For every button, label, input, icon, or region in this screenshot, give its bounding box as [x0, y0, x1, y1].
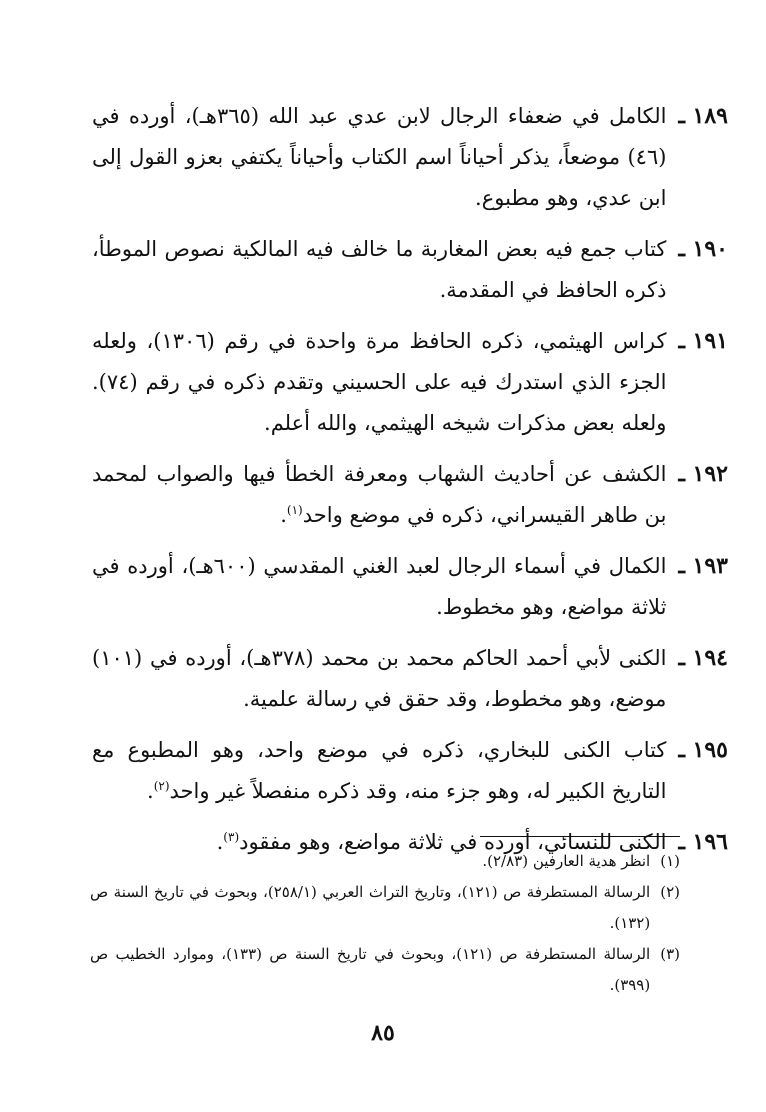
list-item: [92, 454, 728, 536]
entry-text: الكامل في ضعفاء الرجال لابن عدي عبد الله (٣٦٥هـ)، أورده في (٤٦) موضعاً، يذكر أحياناً اسم الكتاب وأحياناً يكتفي بعزو القول إلى ابن عدي، وهو مطبوع.: [92, 104, 667, 210]
entry-number: ١٩٣ ـ: [678, 553, 728, 579]
footnote: [90, 846, 680, 877]
footnote: [90, 939, 680, 1001]
entry-number: ١٩٢ ـ: [678, 461, 728, 487]
footnote-divider: [480, 836, 680, 837]
entry-text: الكشف عن أحاديث الشهاب ومعرفة الخطأ فيها والصواب لمحمد بن طاهر القيسراني، ذكره في موضع واحد: [92, 462, 667, 527]
footnote-text: الرسالة المستطرفة ص (١٢١)، وتاريخ التراث العربي (٢٥٨/١)، وبحوث في تاريخ السنة ص (١٣٢).: [90, 883, 651, 932]
entry-text: كتاب الكنى للبخاري، ذكره في موضع واحد، وهو المطبوع مع التاريخ الكبير له، وهو جزء منه، وقد ذكره منفصلاً غير واحد: [92, 738, 667, 803]
entry-body: [92, 454, 666, 536]
entry-number: ١٩٥ ـ: [678, 737, 728, 763]
footnote-text: انظر هدية العارفين (٢/٨٣).: [482, 852, 651, 870]
footnote-text: الرسالة المستطرفة ص (١٢١)، وبحوث في تاريخ السنة ص (١٣٣)، وموارد الخطيب ص (٣٩٩).: [90, 945, 651, 994]
entry-number: ١٩١ ـ: [678, 328, 728, 354]
entry-text: الكمال في أسماء الرجال لعبد الغني المقدسي (٦٠٠هـ)، أورده في ثلاثة مواضع، وهو مخطوط.: [92, 554, 667, 619]
footnote-marker[interactable]: (٢): [153, 779, 170, 793]
entry-number: ١٨٩ ـ: [678, 103, 728, 129]
footnote-number: (١): [660, 852, 680, 870]
entries-list: [92, 96, 728, 873]
list-item: [92, 730, 728, 812]
entry-number: ١٩٤ ـ: [678, 645, 728, 671]
footnote-number: (٣): [660, 945, 680, 963]
entry-number: ١٩٠ ـ: [678, 236, 728, 262]
list-item: [92, 638, 728, 720]
list-item: [92, 546, 728, 628]
footnote-marker[interactable]: (٣): [223, 830, 240, 844]
footnote-marker[interactable]: (١): [286, 503, 303, 517]
footnote: [90, 877, 680, 939]
entry-tail: .: [280, 503, 287, 527]
entry-tail: .: [216, 830, 224, 854]
page-number: ٨٥: [371, 1020, 395, 1046]
entry-body: [92, 730, 666, 812]
list-item: [92, 229, 728, 311]
entry-text: كراس الهيثمي، ذكره الحافظ مرة واحدة في رقم (١٣٠٦)، ولعله الجزء الذي استدرك فيه على الحسيني وتقدم ذكره في رقم (٧٤). ولعله بعض مذكرات شيخه الهيثمي، والله أعلم.: [92, 329, 667, 435]
footnote-number: (٢): [660, 883, 680, 901]
list-item: [92, 96, 728, 219]
entry-text: كتاب جمع فيه بعض المغاربة ما خالف فيه المالكية نصوص الموطأ، ذكره الحافظ في المقدمة.: [92, 237, 667, 302]
entry-text: الكنى للنسائي، أورده في ثلاثة مواضع، وهو مفقود: [239, 830, 667, 854]
footnotes: [90, 846, 680, 1001]
list-item: [92, 321, 728, 444]
entry-text: الكنى لأبي أحمد الحاكم محمد بن محمد (٣٧٨هـ)، أورده في (١٠١) موضع، وهو مخطوط، وقد حقق في رسالة علمية.: [92, 646, 667, 711]
entry-tail: .: [147, 779, 154, 803]
entry-number: ١٩٦ ـ: [678, 829, 728, 855]
